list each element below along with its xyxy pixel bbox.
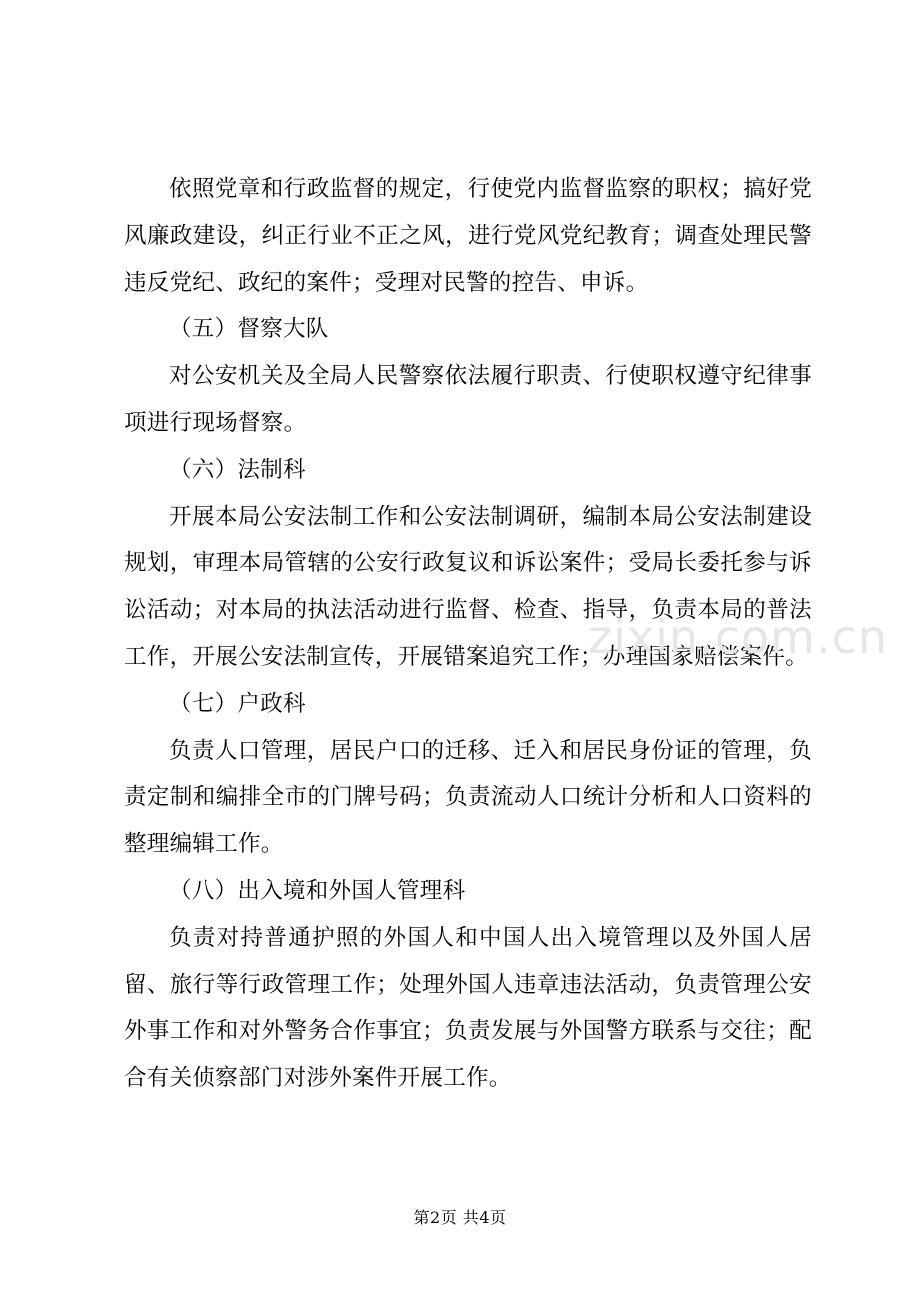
paragraph-supervision-duties: 依照党章和行政监督的规定，行使党内监督监察的职权；搞好党风廉政建设，纠正行业不正之风，进行党风党纪教育；调查处理民警违反党纪、政纪的案件；受理对民警的控告、申诉。 bbox=[124, 176, 812, 296]
document-body bbox=[124, 166, 812, 1102]
paragraph-inspection-brigade: 对公安机关及全局人民警察依法履行职责、行使职权遵守纪律事项进行现场督察。 bbox=[124, 363, 812, 436]
paragraph-exit-entry-section: 负责对持普通护照的外国人和中国人出入境管理以及外国人居留、旅行等行政管理工作；处理外国人违章违法活动，负责管理公安外事工作和对外警务合作事宜；负责发展与外国警方联系与交往；配合有关侦察部门对涉外案件开展工作。 bbox=[124, 924, 812, 1092]
paragraph-legal-section: 开展本局公安法制工作和公安法制调研，编制本局公安法制建设规划，审理本局管辖的公安行政复议和诉讼案件；受局长委托参与诉讼活动；对本局的执法活动进行监督、检查、指导，负责本局的普法工作，开展公安法制宣传，开展错案追究工作；办理国家赔偿案件。 bbox=[124, 503, 812, 670]
section-heading-household-section: （七）户政科 bbox=[169, 690, 306, 717]
paragraph-household-section: 负责人口管理，居民户口的迁移、迁入和居民身份证的管理，负责定制和编排全市的门牌号码；负责流动人口统计分析和人口资料的整理编辑工作。 bbox=[124, 737, 812, 858]
page-footer: 第2页 共4页 bbox=[413, 1208, 507, 1227]
watermark: zixin.com.cn bbox=[588, 610, 889, 664]
section-heading-inspection-brigade: （五）督察大队 bbox=[169, 316, 329, 343]
section-heading-exit-entry-section: （八）出入境和外国人管理科 bbox=[169, 877, 466, 904]
section-heading-legal-section: （六）法制科 bbox=[169, 456, 306, 483]
